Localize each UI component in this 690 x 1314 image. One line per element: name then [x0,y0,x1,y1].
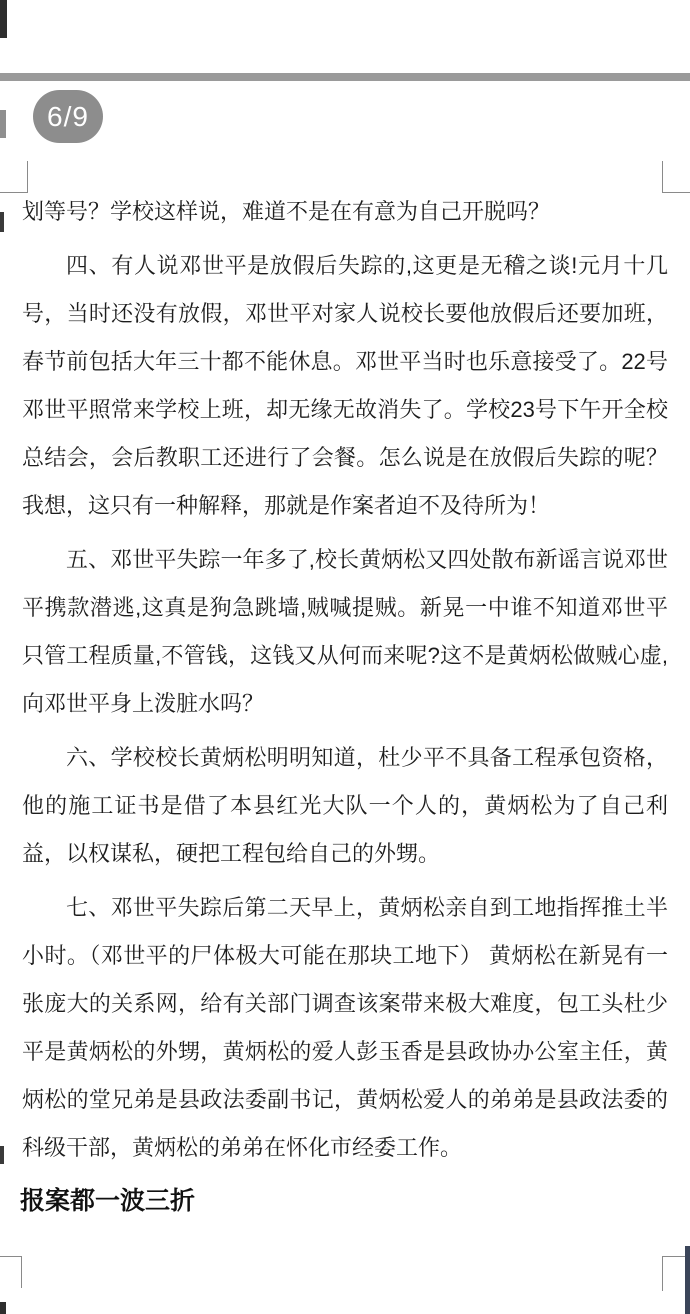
adjacent-page-fragment [0,1146,4,1164]
document-body [22,188,668,1172]
adjacent-page-fragment [0,1302,6,1314]
paragraph: 四、有人说邓世平是放假后失踪的,这更是无稽之谈!元月十几号，当时还没有放假，邓世平对家人说校长要他放假后还要加班，春节前包括大年三十都不能休息。邓世平当时也乐意接受了。22号邓世平照常来学校上班，却无缘无故消失了。学校23号下午开全校总结会，会后教职工还进行了会餐。怎么说是在放假后失踪的呢？我想，这只有一种解释，那就是作案者迫不及待所为！ [22,253,668,518]
paragraph: 五、邓世平失踪一年多了,校长黄炳松又四处散布新谣言说邓世平携款潜逃,这真是狗急跳墙,贼喊提贼。新晃一中谁不知道邓世平只管工程质量,不管钱，这钱又从何而来呢?这不是黄炳松做贼心虚,向邓世平身上泼脏水吗？ [22,547,668,716]
page-separator [0,73,690,81]
adjacent-page-fragment [0,212,4,232]
scrollbar-thumb[interactable] [685,1246,690,1314]
page-indicator-badge [33,90,103,143]
paragraph: 划等号？学校这样说，难道不是在有意为自己开脱吗？ [22,199,551,224]
text-area-corner-mark-bottom-left [0,1256,22,1288]
paragraph: 七、邓世平失踪后第二天早上，黄炳松亲自到工地指挥推土半小时。（邓世平的尸体极大可能在那块工地下） 黄炳松在新晃有一张庞大的关系网，给有关部门调查该案带来极大难度，包工头杜少平是黄炳松的外甥，黄炳松的爱人彭玉香是县政协办公室主任，黄炳松的堂兄弟是县政法委副书记，黄炳松爱人的弟弟是县政法委的科级干部，黄炳松的弟弟在怀化市经委工作。 [22,895,668,1160]
page-indicator-label: 6/9 [47,100,89,132]
adjacent-page-fragment [0,0,7,38]
adjacent-page-fragment [0,110,6,138]
section-heading: 报案都一波三折 [20,1187,196,1215]
paragraph: 六、学校校长黄炳松明明知道，杜少平不具备工程承包资格，他的施工证书是借了本县红光大队一个人的，黄炳松为了自己利益，以权谋私，硬把工程包给自己的外甥。 [22,745,668,866]
